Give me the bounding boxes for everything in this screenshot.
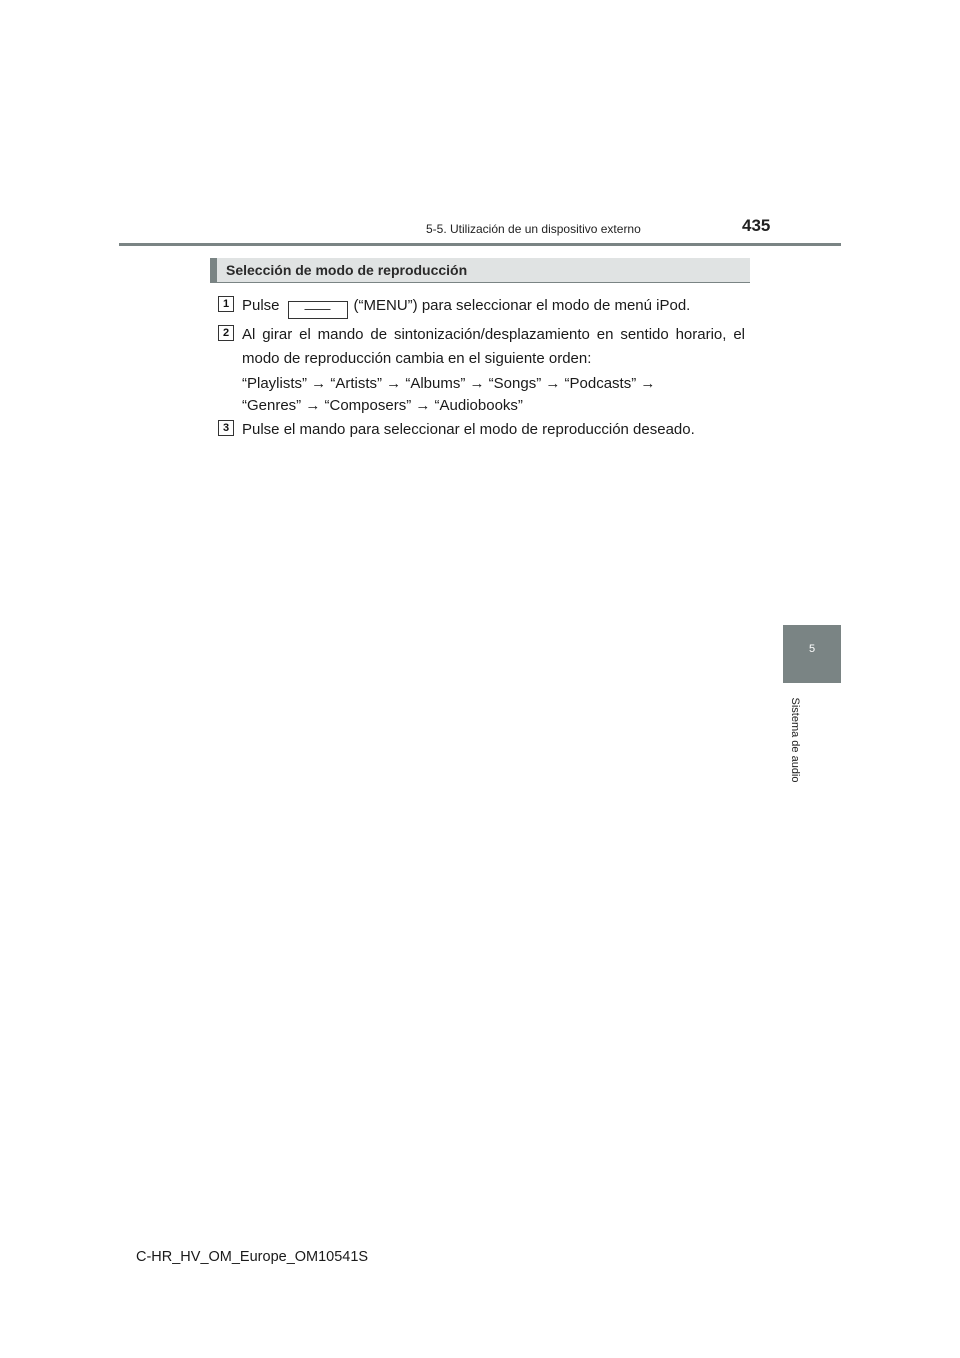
header-divider (119, 243, 841, 246)
section-heading (210, 258, 750, 283)
chapter-label: Sistema de audio (789, 697, 801, 783)
chapter-number: 5 (808, 643, 816, 655)
chapter-tab (783, 625, 841, 683)
step-number-1: 1 (218, 296, 234, 312)
document-code: C-HR_HV_OM_Europe_OM10541S (136, 1249, 369, 1265)
section-title: Selección de modo de reproducción (226, 262, 468, 278)
header-section-title: 5-5. Utilización de un dispositivo externo (426, 222, 641, 236)
page-number: 435 (742, 216, 771, 235)
step-number-3: 3 (218, 420, 234, 436)
step-number-2: 2 (218, 325, 234, 341)
step-3-text: Pulse el mando para seleccionar el modo de reproducción deseado. (242, 421, 695, 438)
step-1-text-before: Pulse (242, 297, 280, 314)
step-1-text (242, 294, 690, 319)
menu-button-icon: —— (288, 301, 348, 319)
step-2-sequence-line-1: “Playlists” → “Artists” → “Albums” → “Songs” → “Podcasts” → (242, 375, 656, 392)
step-1-text-after: (“MENU”) para seleccionar el modo de menú iPod. (353, 297, 691, 314)
step-2-text: Al girar el mando de sintonización/desplazamiento en sentido horario, el modo de reproducción cambia en el siguiente orden: (242, 326, 745, 367)
step-2-sequence-line-2: “Genres” → “Composers” → “Audiobooks” (242, 397, 523, 414)
